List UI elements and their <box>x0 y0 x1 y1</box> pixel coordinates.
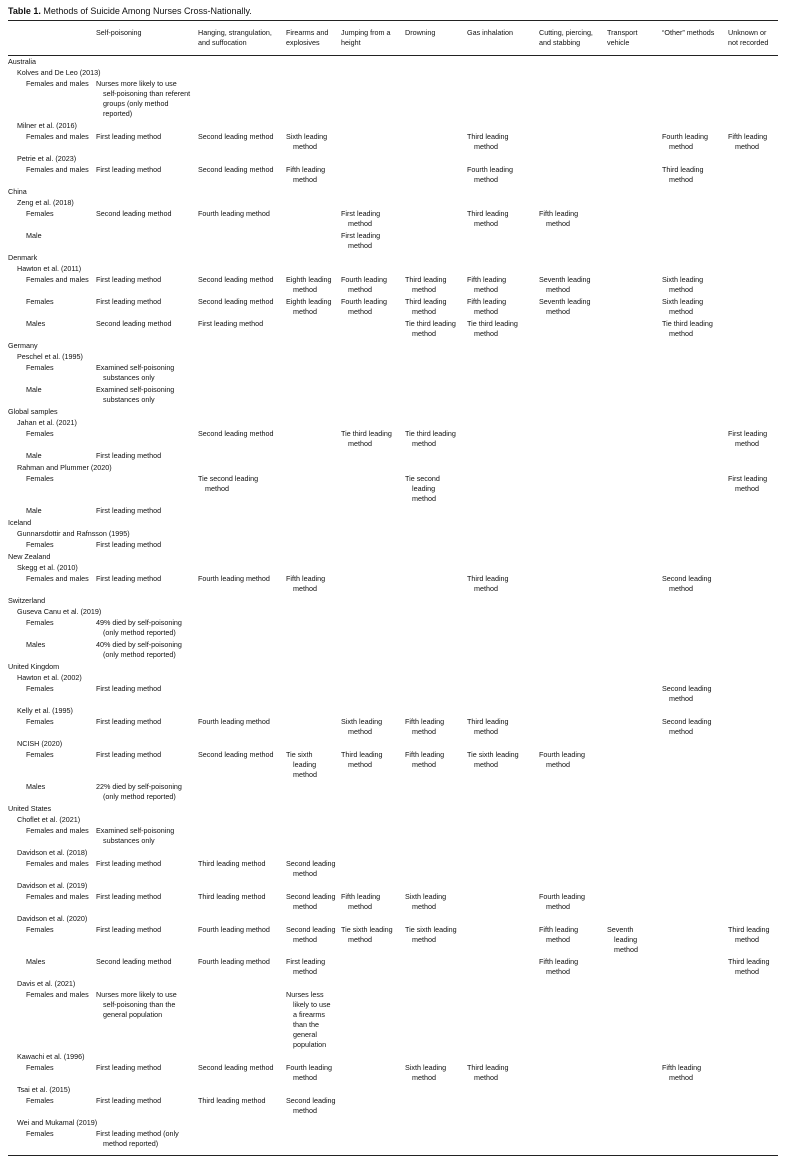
table-cell-gas-inhalation: Third leading method <box>467 209 509 228</box>
table-cell-gas-inhalation: Tie third leading method <box>467 319 518 338</box>
row-label: Females <box>26 925 54 934</box>
table-cell-hanging-strangulation-and-suffocation: Third leading method <box>198 892 266 901</box>
table-cell-transport-vehicle: Seventh leading method <box>607 925 638 954</box>
country-label-germany: Germany <box>8 341 38 350</box>
table-cell-firearms-and-explosives: Second leading method <box>286 859 336 878</box>
study-label: Davidson et al. (2019) <box>17 881 88 890</box>
country-label-switzerland: Switzerland <box>8 596 46 605</box>
row-label: Females <box>26 618 54 627</box>
table-cell-other-methods: Fourth leading method <box>662 132 708 151</box>
row-label: Females <box>26 750 54 759</box>
study-label: Zeng et al. (2018) <box>17 198 74 207</box>
table-cell-drowning: Third leading method <box>405 297 447 316</box>
country-label-global-samples: Global samples <box>8 407 58 416</box>
table-cell-hanging-strangulation-and-suffocation: Second leading method <box>198 275 274 284</box>
table-cell-hanging-strangulation-and-suffocation: Fourth leading method <box>198 574 270 583</box>
row-label: Male <box>26 385 42 394</box>
table-cell-jumping-from-a-height: Tie sixth leading method <box>341 925 393 944</box>
study-label: Jahan et al. (2021) <box>17 418 77 427</box>
table-cell-self-poisoning: Nurses more likely to use self-poisoning than the general population <box>96 990 177 1019</box>
table-cell-other-methods: Second leading method <box>662 574 712 593</box>
row-label: Females and males <box>26 574 89 583</box>
table-cell-cutting-piercing-and-stabbing: Seventh leading method <box>539 275 591 294</box>
row-label: Females <box>26 684 54 693</box>
table-cell-unknown-or-not-recorded: First leading method <box>728 474 768 493</box>
row-label: Females <box>26 429 54 438</box>
table-cell-hanging-strangulation-and-suffocation: Third leading method <box>198 859 266 868</box>
table-cell-self-poisoning: First leading method <box>96 540 162 549</box>
country-label-united-states: United States <box>8 804 52 813</box>
table-cell-firearms-and-explosives: Eighth leading method <box>286 275 332 294</box>
table-cell-firearms-and-explosives: Fifth leading method <box>286 574 326 593</box>
table-cell-self-poisoning: Second leading method <box>96 957 172 966</box>
table-cell-drowning: Third leading method <box>405 275 447 294</box>
table-cell-self-poisoning: First leading method <box>96 506 162 515</box>
study-label: Davidson et al. (2018) <box>17 848 88 857</box>
table-cell-self-poisoning: First leading method <box>96 925 162 934</box>
table-cell-firearms-and-explosives: Second leading method <box>286 925 336 944</box>
study-label: Kolves and De Leo (2013) <box>17 68 101 77</box>
table-cell-self-poisoning: First leading method <box>96 451 162 460</box>
table-cell-other-methods: Second leading method <box>662 684 712 703</box>
table-cell-hanging-strangulation-and-suffocation: Second leading method <box>198 132 274 141</box>
country-label-united-kingdom: United Kingdom <box>8 662 60 671</box>
row-label: Females <box>26 1129 54 1138</box>
table-cell-drowning: Sixth leading method <box>405 892 447 911</box>
table-cell-gas-inhalation: Tie sixth leading method <box>467 750 519 769</box>
table-cell-self-poisoning: Second leading method <box>96 209 172 218</box>
table-cell-self-poisoning: First leading method <box>96 892 162 901</box>
table-cell-drowning: Sixth leading method <box>405 1063 447 1082</box>
study-label: Hawton et al. (2002) <box>17 673 82 682</box>
column-header-hanging-strangulation-and-suffocation: Hanging, strangulation, and suffocation <box>198 28 272 47</box>
table-cell-firearms-and-explosives: Fifth leading method <box>286 165 326 184</box>
table-cell-self-poisoning: 49% died by self-poisoning (only method reported) <box>96 618 182 637</box>
row-label: Females and males <box>26 990 89 999</box>
study-label: Kawachi et al. (1996) <box>17 1052 85 1061</box>
table-cell-hanging-strangulation-and-suffocation: Second leading method <box>198 165 274 174</box>
table-cell-self-poisoning: Examined self-poisoning substances only <box>96 385 175 404</box>
country-label-iceland: Iceland <box>8 518 32 527</box>
column-header-drowning: Drowning <box>405 28 436 37</box>
study-label: Rahman and Plummer (2020) <box>17 463 112 472</box>
table-cell-gas-inhalation: Fifth leading method <box>467 275 507 294</box>
table-cell-gas-inhalation: Third leading method <box>467 717 509 736</box>
row-label: Males <box>26 640 46 649</box>
study-label: Peschel et al. (1995) <box>17 352 83 361</box>
table-cell-drowning: Fifth leading method <box>405 750 445 769</box>
table-cell-self-poisoning: Nurses more likely to use self-poisoning than referent groups (only method reported) <box>96 79 191 118</box>
row-label: Male <box>26 231 42 240</box>
table-cell-gas-inhalation: Fourth leading method <box>467 165 513 184</box>
table-cell-firearms-and-explosives: Tie sixth leading method <box>286 750 317 779</box>
table-cell-drowning: Fifth leading method <box>405 717 445 736</box>
table-cell-cutting-piercing-and-stabbing: Seventh leading method <box>539 297 591 316</box>
row-label: Females <box>26 474 54 483</box>
table-cell-gas-inhalation: Fifth leading method <box>467 297 507 316</box>
table-cell-self-poisoning: First leading method <box>96 1096 162 1105</box>
study-label: NCISH (2020) <box>17 739 63 748</box>
table-cell-other-methods: Sixth leading method <box>662 297 704 316</box>
table-cell-self-poisoning: Examined self-poisoning substances only <box>96 363 175 382</box>
table-cell-self-poisoning: First leading method <box>96 574 162 583</box>
row-label: Females <box>26 363 54 372</box>
table-cell-hanging-strangulation-and-suffocation: Second leading method <box>198 1063 274 1072</box>
table-cell-hanging-strangulation-and-suffocation: Fourth leading method <box>198 925 270 934</box>
row-label: Male <box>26 506 42 515</box>
table-label: Table 1. <box>8 6 41 16</box>
row-label: Females and males <box>26 892 89 901</box>
row-label: Females and males <box>26 79 89 88</box>
table-cell-firearms-and-explosives: Eighth leading method <box>286 297 332 316</box>
row-label: Females and males <box>26 165 89 174</box>
table-cell-hanging-strangulation-and-suffocation: Second leading method <box>198 429 274 438</box>
table-cell-drowning: Tie third leading method <box>405 319 456 338</box>
table-cell-hanging-strangulation-and-suffocation: Second leading method <box>198 297 274 306</box>
study-label: Milner et al. (2016) <box>17 121 77 130</box>
table-cell-self-poisoning: First leading method <box>96 1063 162 1072</box>
column-header-transport-vehicle: Transport vehicle <box>607 28 638 47</box>
table-cell-other-methods: Fifth leading method <box>662 1063 702 1082</box>
table-cell-hanging-strangulation-and-suffocation: Second leading method <box>198 750 274 759</box>
column-header-jumping-from-a-height: Jumping from a height <box>341 28 391 47</box>
table-cell-jumping-from-a-height: Sixth leading method <box>341 717 383 736</box>
study-label: Davidson et al. (2020) <box>17 914 88 923</box>
table-cell-firearms-and-explosives: Fourth leading method <box>286 1063 332 1082</box>
table-cell-self-poisoning: First leading method <box>96 165 162 174</box>
study-label: Gunnarsdottir and Rafnsson (1995) <box>17 529 130 538</box>
table-cell-cutting-piercing-and-stabbing: Fifth leading method <box>539 209 579 228</box>
table-cell-gas-inhalation: Third leading method <box>467 132 509 151</box>
table-cell-jumping-from-a-height: Fourth leading method <box>341 275 387 294</box>
table-cell-self-poisoning: First leading method (only method reported) <box>96 1129 179 1148</box>
row-label: Males <box>26 782 46 791</box>
table-cell-hanging-strangulation-and-suffocation: Fourth leading method <box>198 209 270 218</box>
table-cell-drowning: Tie sixth leading method <box>405 925 457 944</box>
table-cell-cutting-piercing-and-stabbing: Fifth leading method <box>539 925 579 944</box>
table-cell-other-methods: Tie third leading method <box>662 319 713 338</box>
column-header-unknown-or-not-recorded: Unknown or not recorded <box>728 28 769 47</box>
table-cell-self-poisoning: Examined self-poisoning substances only <box>96 826 175 845</box>
study-label: Petrie et al. (2023) <box>17 154 77 163</box>
country-label-china: China <box>8 187 27 196</box>
table-cell-other-methods: Sixth leading method <box>662 275 704 294</box>
study-label: Kelly et al. (1995) <box>17 706 73 715</box>
table-cell-drowning: Tie third leading method <box>405 429 456 448</box>
table-cell-self-poisoning: First leading method <box>96 684 162 693</box>
table-cell-jumping-from-a-height: Fourth leading method <box>341 297 387 316</box>
table-cell-unknown-or-not-recorded: Third leading method <box>728 925 770 944</box>
table-cell-jumping-from-a-height: First leading method <box>341 209 381 228</box>
table-cell-unknown-or-not-recorded: Fifth leading method <box>728 132 768 151</box>
row-label: Females and males <box>26 859 89 868</box>
row-label: Females <box>26 209 54 218</box>
table-cell-firearms-and-explosives: Sixth leading method <box>286 132 328 151</box>
table-cell-firearms-and-explosives: Second leading method <box>286 1096 336 1115</box>
row-label: Male <box>26 451 42 460</box>
row-label: Females and males <box>26 132 89 141</box>
row-label: Males <box>26 957 46 966</box>
study-label: Skegg et al. (2010) <box>17 563 78 572</box>
table-cell-firearms-and-explosives: Second leading method <box>286 892 336 911</box>
country-label-denmark: Denmark <box>8 253 38 262</box>
row-label: Females <box>26 1096 54 1105</box>
table-cell-hanging-strangulation-and-suffocation: First leading method <box>198 319 264 328</box>
study-label: Choflet et al. (2021) <box>17 815 81 824</box>
table-cell-self-poisoning: 22% died by self-poisoning (only method reported) <box>96 782 182 801</box>
table-cell-other-methods: Third leading method <box>662 165 704 184</box>
study-label: Tsai et al. (2015) <box>17 1085 71 1094</box>
row-label: Females <box>26 717 54 726</box>
table-cell-other-methods: Second leading method <box>662 717 712 736</box>
table-cell-firearms-and-explosives: Nurses less likely to use a firearms than the general population <box>286 990 331 1049</box>
table-cell-hanging-strangulation-and-suffocation: Tie second leading method <box>198 474 259 493</box>
table-caption: Methods of Suicide Among Nurses Cross-Nationally. <box>43 6 252 16</box>
column-header-gas-inhalation: Gas inhalation <box>467 28 513 37</box>
table-cell-jumping-from-a-height: Third leading method <box>341 750 383 769</box>
row-label: Females and males <box>26 826 89 835</box>
table-cell-jumping-from-a-height: Fifth leading method <box>341 892 381 911</box>
country-label-australia: Australia <box>8 57 36 66</box>
row-label: Females <box>26 540 54 549</box>
table-cell-cutting-piercing-and-stabbing: Fourth leading method <box>539 750 585 769</box>
table-cell-self-poisoning: First leading method <box>96 859 162 868</box>
table-cell-jumping-from-a-height: Tie third leading method <box>341 429 392 448</box>
table-cell-gas-inhalation: Third leading method <box>467 574 509 593</box>
table-cell-firearms-and-explosives: First leading method <box>286 957 326 976</box>
study-label: Guseva Canu et al. (2019) <box>17 607 102 616</box>
table-cell-cutting-piercing-and-stabbing: Fourth leading method <box>539 892 585 911</box>
table-cell-hanging-strangulation-and-suffocation: Fourth leading method <box>198 957 270 966</box>
table-cell-jumping-from-a-height: First leading method <box>341 231 381 250</box>
study-label: Hawton et al. (2011) <box>17 264 82 273</box>
column-header-other-methods: “Other” methods <box>662 28 715 37</box>
row-label: Females <box>26 1063 54 1072</box>
table-cell-self-poisoning: First leading method <box>96 297 162 306</box>
table-cell-hanging-strangulation-and-suffocation: Fourth leading method <box>198 717 270 726</box>
table-cell-self-poisoning: First leading method <box>96 132 162 141</box>
table-cell-drowning: Tie second leading method <box>405 474 440 503</box>
table-cell-self-poisoning: First leading method <box>96 275 162 284</box>
table-cell-unknown-or-not-recorded: Third leading method <box>728 957 770 976</box>
column-header-cutting-piercing-and-stabbing: Cutting, piercing, and stabbing <box>539 28 593 47</box>
table-cell-self-poisoning: 40% died by self-poisoning (only method reported) <box>96 640 182 659</box>
table-cell-gas-inhalation: Third leading method <box>467 1063 509 1082</box>
row-label: Females and males <box>26 275 89 284</box>
row-label: Females <box>26 297 54 306</box>
table-cell-self-poisoning: First leading method <box>96 717 162 726</box>
table-cell-hanging-strangulation-and-suffocation: Third leading method <box>198 1096 266 1105</box>
table-cell-unknown-or-not-recorded: First leading method <box>728 429 768 448</box>
country-label-new-zealand: New Zealand <box>8 552 51 561</box>
column-header-self-poisoning: Self-poisoning <box>96 28 142 37</box>
table-cell-cutting-piercing-and-stabbing: Fifth leading method <box>539 957 579 976</box>
study-label: Wei and Mukamal (2019) <box>17 1118 98 1127</box>
column-header-firearms-and-explosives: Firearms and explosives <box>286 28 329 47</box>
table-cell-self-poisoning: Second leading method <box>96 319 172 328</box>
study-label: Davis et al. (2021) <box>17 979 76 988</box>
table-cell-self-poisoning: First leading method <box>96 750 162 759</box>
row-label: Males <box>26 319 46 328</box>
